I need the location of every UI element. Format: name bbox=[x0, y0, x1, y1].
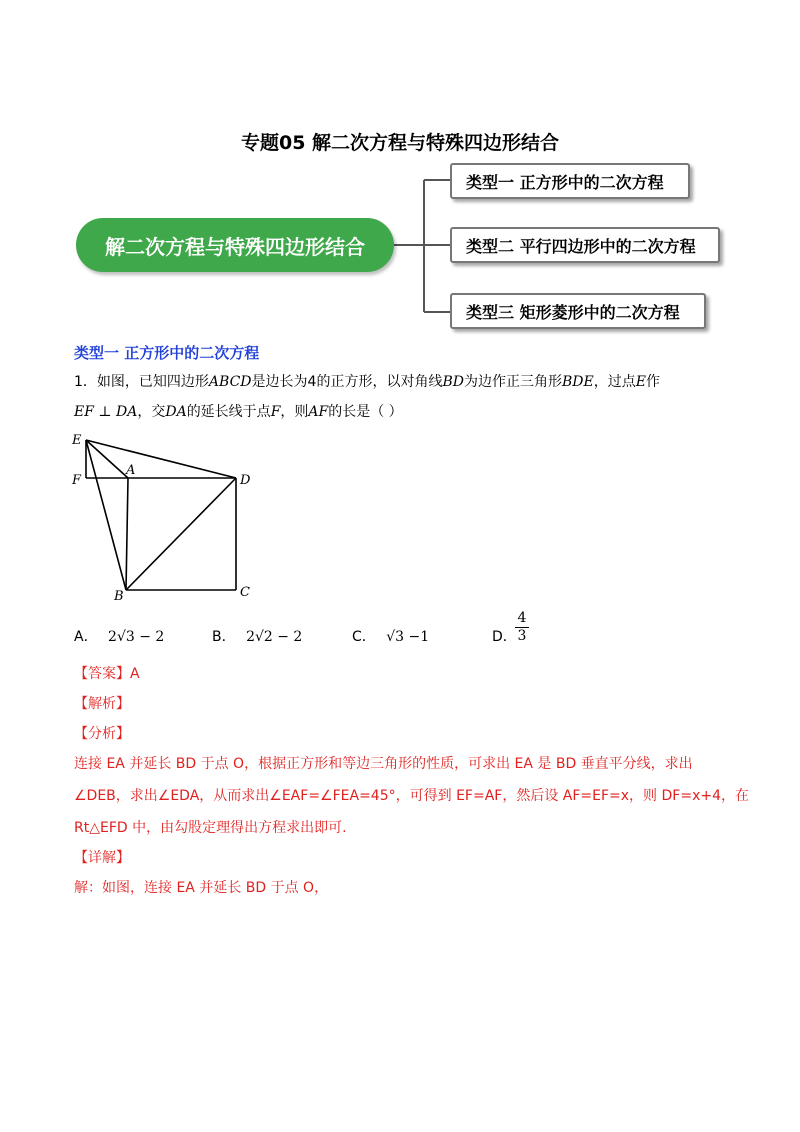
label-f: F bbox=[72, 473, 82, 488]
label-e: E bbox=[72, 433, 82, 448]
analysis-line-1: 连接 EA 并延长 BD 于点 O，根据正方形和等边三角形的性质，可求出 EA 是 BD 垂直平分线，求出 bbox=[74, 756, 693, 772]
option-d[interactable]: D． bbox=[492, 629, 517, 645]
mindmap-branch-2: 类型二 平行四边形中的二次方程 bbox=[450, 227, 720, 263]
page-title: 专题05 解二次方程与特殊四边形结合 bbox=[240, 132, 560, 154]
segment-eb bbox=[86, 440, 126, 590]
solution-line-1: 解：如图，连接 EA 并延长 BD 于点 O， bbox=[74, 880, 329, 896]
label-b: B bbox=[114, 589, 124, 604]
label-a: A bbox=[126, 463, 136, 478]
analysis-line-3: Rt△EFD 中，由勾股定理得出方程求出即可. bbox=[74, 820, 347, 836]
geometry-figure bbox=[60, 428, 280, 608]
answer-text: 【答案】A bbox=[74, 666, 140, 682]
option-c[interactable]: C． √3 −1 bbox=[352, 629, 430, 645]
segment-bd bbox=[126, 478, 236, 590]
segment-ab bbox=[126, 478, 128, 590]
mindmap-branch-1: 类型一 正方形中的二次方程 bbox=[450, 163, 690, 199]
mindmap-root: 解二次方程与特殊四边形结合 bbox=[76, 218, 394, 272]
fenxi-heading: 【分析】 bbox=[74, 726, 130, 742]
question-line-1: 1．如图，已知四边形ABCD是边长为4的正方形，以对角线BD为边作正三角形BDE，过点E作 bbox=[74, 374, 660, 390]
jiexi-heading: 【解析】 bbox=[74, 696, 130, 712]
mindmap-branch-3: 类型三 矩形菱形中的二次方程 bbox=[450, 293, 706, 329]
segment-ed bbox=[86, 440, 236, 478]
option-d-fraction: 4 3 bbox=[515, 610, 529, 645]
label-c: C bbox=[240, 585, 250, 600]
label-d: D bbox=[240, 473, 251, 488]
option-a[interactable]: A． 2√3 − 2 bbox=[74, 629, 165, 645]
section-heading: 类型一 正方形中的二次方程 bbox=[74, 344, 260, 362]
option-b[interactable]: B． 2√2 − 2 bbox=[212, 629, 303, 645]
question-line-2: EF ⊥ DA，交DA的延长线于点F，则AF的长是（ ） bbox=[74, 404, 403, 420]
xiangjie-heading: 【详解】 bbox=[74, 850, 130, 866]
analysis-line-2: ∠DEB，求出∠EDA，从而求出∠EAF=∠FEA=45°，可得到 EF=AF，然后设 AF=EF=x，则 DF=x+4，在 bbox=[74, 788, 749, 804]
